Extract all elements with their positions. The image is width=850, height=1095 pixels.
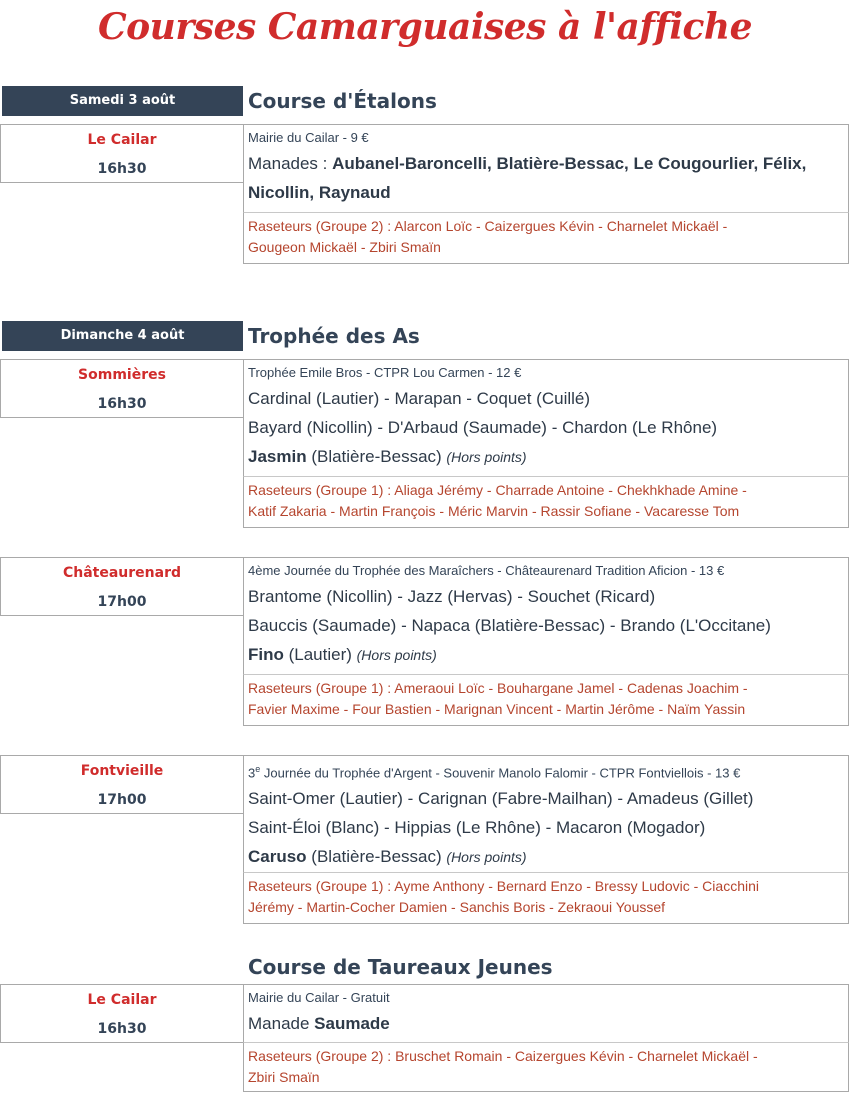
raseteurs-line: Raseteurs (Groupe 2) : Bruschet Romain - Caizergues Kévin - Charnelet Mickaël - — [248, 1048, 758, 1064]
raseteurs-line: Jérémy - Martin-Cocher Damien - Sanchis Boris - Zekraoui Youssef — [248, 899, 666, 915]
raseteurs-line: Raseteurs (Groupe 1) : Aliaga Jérémy - Charrade Antoine - Chekhkhade Amine - — [248, 482, 747, 498]
start-time: 16h30 — [97, 161, 147, 177]
course-title: Course d'Étalons — [248, 89, 437, 113]
venue-box — [0, 984, 244, 1043]
venue-box — [0, 755, 244, 814]
venue-box — [0, 359, 244, 418]
bulls-line: Jasmin (Blatière-Bessac) (Hors points) — [248, 447, 527, 466]
start-time: 16h30 — [97, 396, 147, 412]
manades-line: Manades : Aubanel-Baroncelli, Blatière-Bessac, Le Cougourlier, Félix, — [248, 154, 807, 173]
start-time: 16h30 — [97, 1021, 147, 1037]
venue-name: Sommières — [78, 367, 166, 383]
manades-line: Nicollin, Raynaud — [248, 183, 391, 202]
bulls-line: Saint-Omer (Lautier) - Carignan (Fabre-Mailhan) - Amadeus (Gillet) — [248, 789, 754, 809]
start-time: 17h00 — [97, 594, 147, 610]
raseteurs-line: Raseteurs (Groupe 1) : Ayme Anthony - Bernard Enzo - Bressy Ludovic - Ciacchini — [248, 878, 759, 894]
start-time: 17h00 — [97, 792, 147, 808]
course-title: Trophée des As — [248, 324, 420, 348]
bulls-line: Fino (Lautier) (Hors points) — [248, 645, 437, 664]
bulls-line: Saint-Éloi (Blanc) - Hippias (Le Rhône) - Macaron (Mogador) — [248, 818, 706, 838]
venue-name: Fontvieille — [80, 763, 164, 779]
event-details — [243, 984, 849, 1043]
manade-line: Manade Saumade — [248, 1014, 390, 1033]
venue-name: Châteaurenard — [62, 565, 182, 581]
venue-name: Le Cailar — [87, 132, 157, 148]
page-title: Courses Camarguaises à l'affiche — [98, 6, 752, 48]
organizer: Mairie du Cailar - 9 € — [248, 130, 369, 145]
raseteurs-line: Raseteurs (Groupe 1) : Ameraoui Loïc - Bouhargane Jamel - Cadenas Joachim - — [248, 680, 748, 696]
event-details — [243, 755, 849, 873]
raseteurs-line: Raseteurs (Groupe 2) : Alarcon Loïc - Caizergues Kévin - Charnelet Mickaël - — [248, 218, 728, 234]
venue-box — [0, 124, 244, 183]
organizer: Mairie du Cailar - Gratuit — [248, 990, 390, 1005]
bulls-line: Bayard (Nicollin) - D'Arbaud (Saumade) - Chardon (Le Rhône) — [248, 418, 718, 437]
date-bar-sunday: Dimanche 4 août — [2, 321, 243, 351]
event-details — [243, 557, 849, 675]
raseteurs-box — [243, 1042, 849, 1092]
bulls-line: Brantome (Nicollin) - Jazz (Hervas) - Souchet (Ricard) — [248, 587, 656, 606]
raseteurs-line: Zbiri Smaïn — [248, 1069, 320, 1085]
event-details — [243, 359, 849, 477]
bulls-line: Cardinal (Lautier) - Marapan - Coquet (Cuillé) — [248, 389, 591, 408]
raseteurs-box — [243, 476, 849, 528]
bulls-line: Caruso (Blatière-Bessac) (Hors points) — [248, 847, 527, 867]
raseteurs-line: Katif Zakaria - Martin François - Méric Marvin - Rassir Sofiane - Vacaresse Tom — [248, 503, 740, 519]
venue-box — [0, 557, 244, 616]
event-details — [243, 124, 849, 213]
raseteurs-box — [243, 212, 849, 264]
venue-name: Le Cailar — [87, 992, 157, 1008]
organizer: Trophée Emile Bros - CTPR Lou Carmen - 12 € — [248, 365, 522, 380]
date-bar-saturday: Samedi 3 août — [2, 86, 243, 116]
organizer: 4ème Journée du Trophée des Maraîchers - Châteaurenard Tradition Aficion - 13 € — [248, 563, 725, 578]
course-title: Course de Taureaux Jeunes — [248, 955, 553, 979]
raseteurs-box — [243, 872, 849, 924]
raseteurs-line: Favier Maxime - Four Bastien - Marignan Vincent - Martin Jérôme - Naïm Yassin — [248, 701, 746, 717]
raseteurs-box — [243, 674, 849, 726]
bulls-line: Bauccis (Saumade) - Napaca (Blatière-Bessac) - Brando (L'Occitane) — [248, 616, 771, 635]
organizer: 3e Journée du Trophée d'Argent - Souvenir Manolo Falomir - CTPR Fontviellois - 13 € — [248, 764, 741, 781]
raseteurs-line: Gougeon Mickaël - Zbiri Smaïn — [248, 239, 441, 255]
